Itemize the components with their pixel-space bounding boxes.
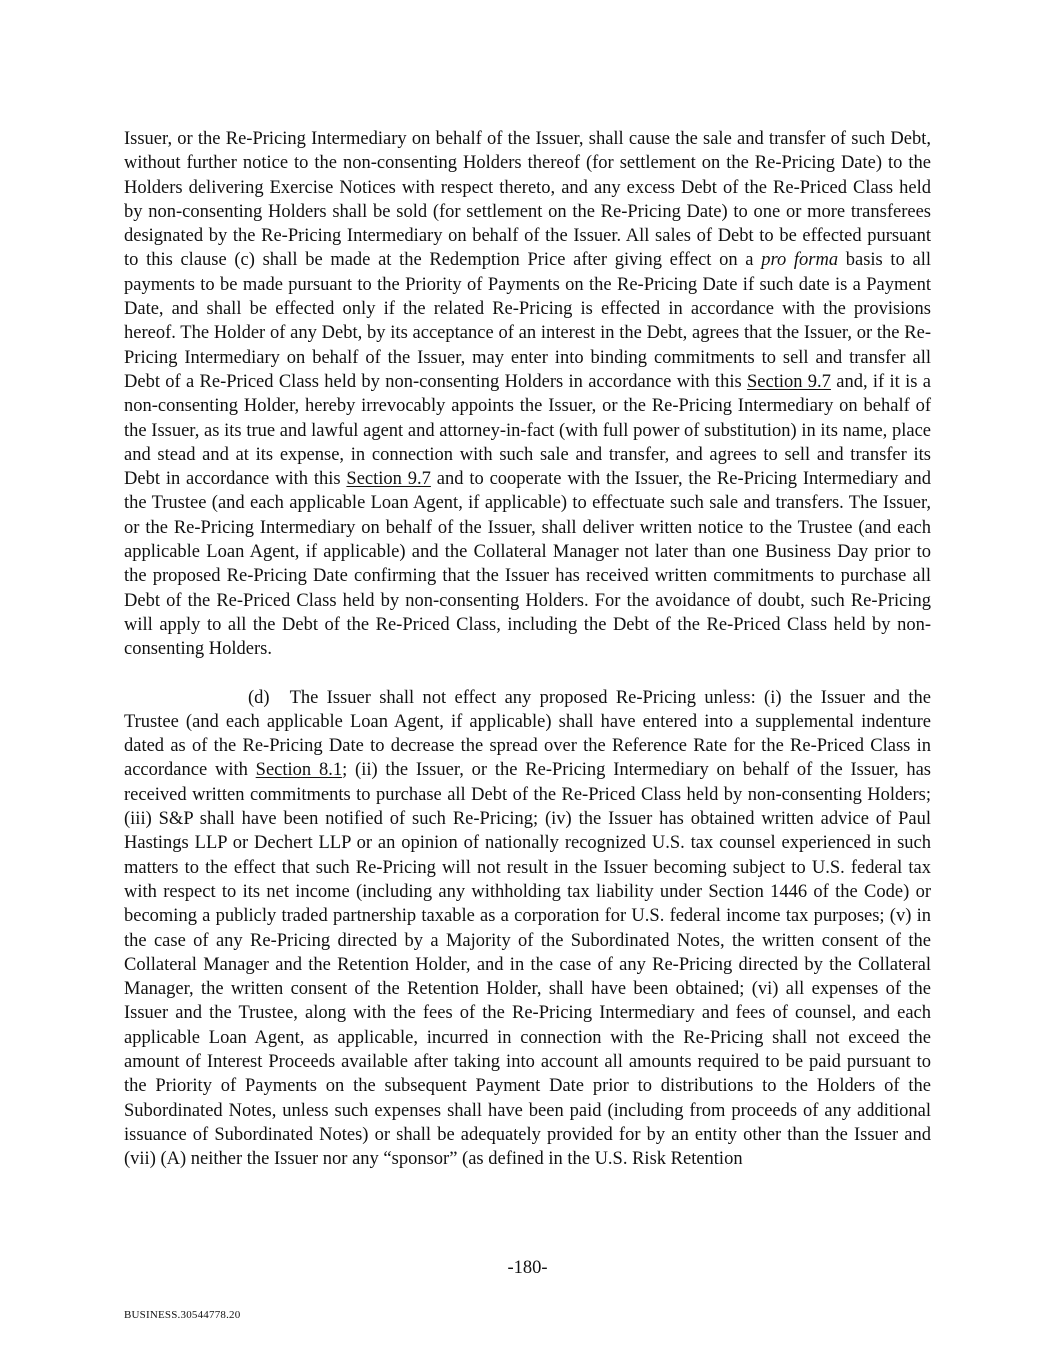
paragraph-c-text-4: and to cooperate with the Issuer, the Re-Pricing Intermediary and the Trustee (and each applicable Loan Agent, if applicable) to effectuate such sale and transfers. The Issuer, or the Re-Pricing Intermediary on behalf of the Issuer, shall deliver written notice to the Trustee (and each applicable Loan Agent, if applicable) and the Collateral Manager not later than one Business Day prior to the proposed Re-Pricing Date confirming that the Issuer has received written commitments to purchase all Debt of the Re-Priced Class held by non-consenting Holders. For the avoidance of doubt, such Re-Pricing will apply to all the Debt of the Re-Priced Class, including the Debt of the Re-Priced Class held by non-consenting Holders. xyxy=(124,469,931,660)
page-number: -180- xyxy=(507,1258,548,1278)
section-ref-8-1[interactable]: Section 8.1 xyxy=(255,760,343,781)
paragraph-d xyxy=(124,686,931,1172)
paragraph-d-label: (d) xyxy=(248,687,270,708)
section-ref-9-7-b[interactable]: Section 9.7 xyxy=(346,469,431,490)
section-ref-9-7-a[interactable]: Section 9.7 xyxy=(746,371,831,392)
paragraph-d-text-2: ; (ii) the Issuer, or the Re-Pricing Intermediary on behalf of the Issuer, has received written commitments to purchase all Debt of the Re-Priced Class held by non-consenting Holders; (iii) S&P shall have been notified of such Re-Pricing; (iv) the Issuer has obtained written advice of Paul Hastings LLP or Dechert LLP or an opinion of nationally recognized U.S. tax counsel experienced in such matters to the effect that such Re-Pricing will not result in the Issuer becoming subject to U.S. federal tax with respect to its net income (including any withholding tax liability under Section 1446 of the Code) or becoming a publicly traded partnership taxable as a corporation for U.S. federal income tax purposes; (v) in the case of any Re-Pricing directed by a Majority of the Subordinated Notes, the written consent of the Collateral Manager and the Retention Holder, and in the case of any Re-Pricing directed by the Collateral Manager, the written consent of the Retention Holder, shall have been obtained; (vi) all expenses of the Issuer and the Trustee, along with the fees of the Re-Pricing Intermediary and fees of counsel, and each applicable Loan Agent, as applicable, incurred in connection with the Re-Pricing shall not exceed the amount of Interest Proceeds available after taking into account all amounts required to be paid pursuant to the Priority of Payments on the subsequent Payment Date prior to distributions to the Holders of the Subordinated Notes, unless such expenses shall have been paid (including from proceeds of any additional issuance of Subordinated Notes) or shall be adequately provided for by an entity other than the Issuer and (vii) (A) neither the Issuer nor any “sponsor” (as defined in the U.S. Risk Retention xyxy=(124,760,931,1170)
paragraph-c-text-2: basis to all payments to be made pursuant to the Priority of Payments on the Re-Pricing Date if such date is a Payment Date, and shall be effected only if the related Re-Pricing is effected in accordance with the provisions hereof. The Holder of any Debt, by its acceptance of an interest in the Debt, agrees that the Issuer, or the Re-Pricing Intermediary on behalf of the Issuer, may enter into binding commitments to sell and transfer all Debt of a Re-Priced Class held by non-consenting Holders in accordance with this xyxy=(124,250,931,392)
paragraph-c xyxy=(124,127,931,662)
pro-forma-term: pro forma xyxy=(761,250,839,271)
document-id: BUSINESS.30544778.20 xyxy=(124,1309,241,1321)
paragraph-c-text-1: Issuer, or the Re-Pricing Intermediary on behalf of the Issuer, shall cause the sale and transfer of such Debt, without further notice to the non-consenting Holders thereof (for settlement on the Re-Pricing Date) to the Holders delivering Exercise Notices with respect thereto, and any excess Debt of the Re-Priced Class held by non-consenting Holders shall be sold (for settlement on the Re-Pricing Date) to one or more transferees designated by the Re-Pricing Intermediary on behalf of the Issuer. All sales of Debt to be effected pursuant to this clause (c) shall be made at the Redemption Price after giving effect on a xyxy=(124,129,931,271)
body-text xyxy=(124,127,931,1171)
paragraph-d-text-1: The Issuer shall not effect any proposed Re-Pricing unless: (i) the Issuer and the Trustee (and each applicable Loan Agent, if applicable) shall have entered into a supplemental indenture dated as of the Re-Pricing Date to decrease the spread over the Reference Rate for the Re-Priced Class in accordance with xyxy=(124,687,931,781)
paragraph-c-text-3: and, if it is a non-consenting Holder, hereby irrevocably appoints the Issuer, or the Re-Pricing Intermediary on behalf of the Issuer, as its true and lawful agent and attorney-in-fact (with full power of substitution) in its name, place and stead and at its expense, in connection with such sale and transfer, and agrees to sell and transfer its Debt in accordance with this xyxy=(124,371,931,490)
